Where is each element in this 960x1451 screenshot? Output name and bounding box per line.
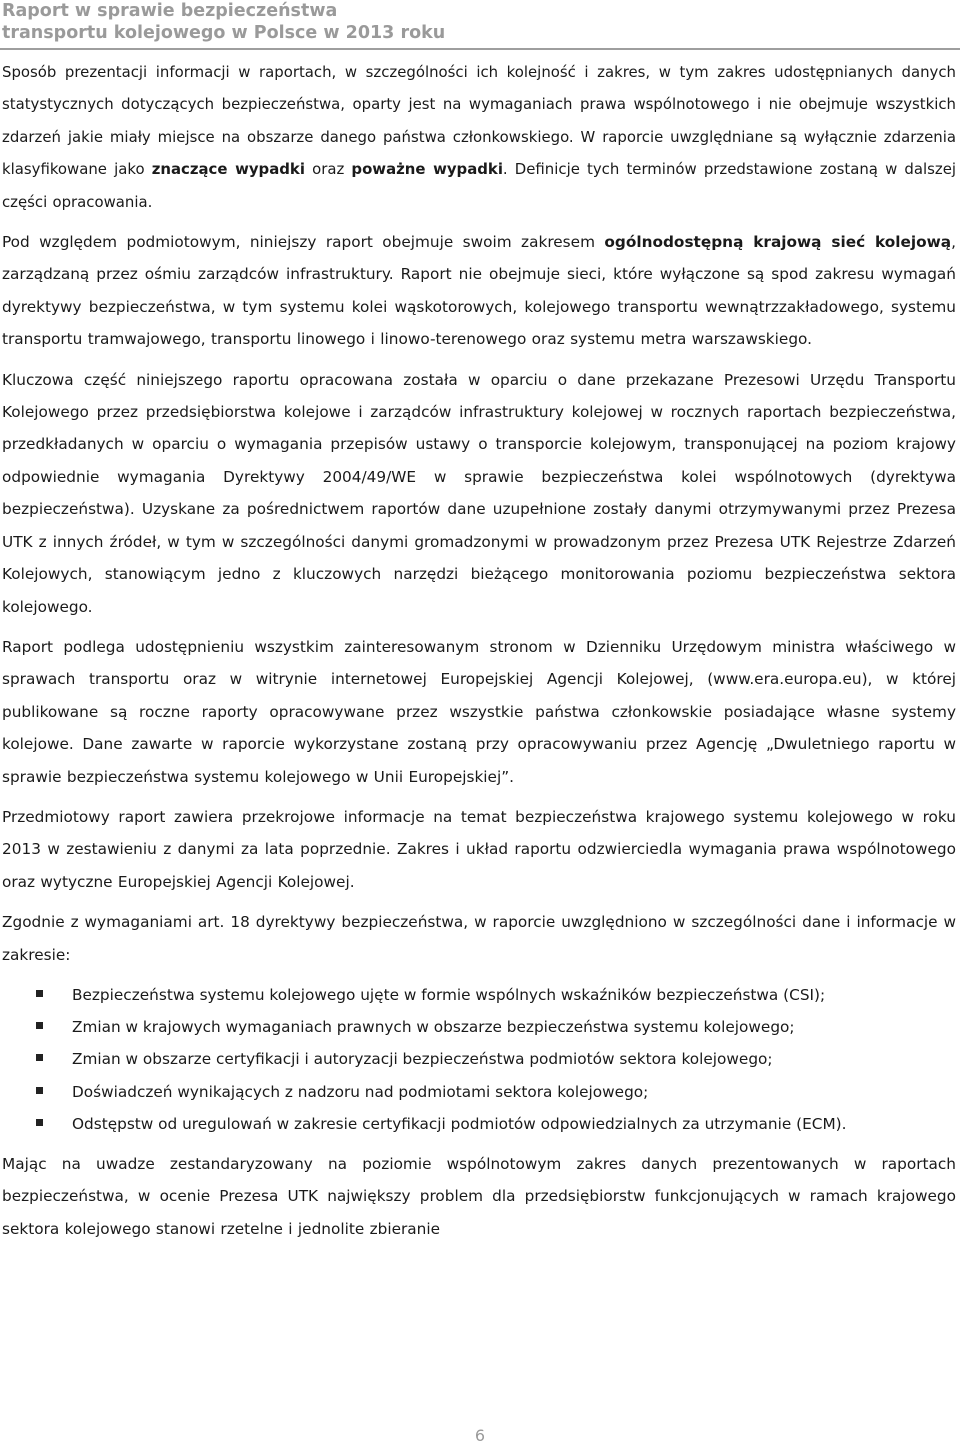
paragraph-publication: Raport podlega udostępnieniu wszystkim zainteresowanym stronom w Dzienniku Urzędowym ministra właściwego w sprawach transportu oraz w witrynie internetowej Europejskiej Agencji Kolejowej, (www.era.europa.eu), w której publikowane są roczne raporty opracowywane przez wszystkie państwa członkowskie posiadające własne systemy kolejowe. Dane zawarte w raporcie wykorzystane zostaną przy opracowywaniu przez Agencję „Dwuletniego raportu w sprawie bezpieczeństwa systemu kolejowego w Unii Europejskiej”. — [2, 637, 956, 786]
document-body — [2, 56, 956, 1253]
p2-text-1: Pod względem podmiotowym, niniejszy raport obejmuje swoim zakresem — [2, 233, 605, 252]
list-item-text: Bezpieczeństwa systemu kolejowego ujęte w formie wspólnych wskaźników bezpieczeństwa (CSI); — [72, 985, 826, 1004]
list-item-text: Zmian w obszarze certyfikacji i autoryzacji bezpieczeństwa podmiotów sektora kolejowego; — [72, 1050, 773, 1069]
square-bullet-icon — [36, 990, 43, 997]
square-bullet-icon — [36, 1022, 43, 1029]
scope-bullet-list — [2, 979, 956, 1140]
p2-text-2: , zarządzaną przez ośmiu zarządców infrastruktury. Raport nie obejmuje sieci, które wyłączone są spod zakresu wymagań dyrektywy bezpieczeństwa, w tym systemu kolei wąskotorowych, kolejowego transportu wewnątrzzakładowego, systemu transportu tramwajowego, transportu linowego i linowo-terenowego oraz systemu metra warszawskiego. — [2, 233, 956, 349]
paragraph-data-collection-problem: Mając na uwadze zestandaryzowany na poziomie wspólnotowym zakres danych prezentowanych w raportach bezpieczeństwa, w ocenie Prezesa UTK największy problem dla przedsiębiorstw funkcjonujących w ramach krajowego sektora kolejowego stanowi rzetelne i jednolite zbieranie — [2, 1154, 956, 1238]
paragraph-article-18: Zgodnie z wymaganiami art. 18 dyrektywy bezpieczeństwa, w raporcie uwzględniono w szczególności dane i informacje w zakresie: — [2, 913, 956, 964]
p1-text-3: . Definicje tych terminów przedstawione zostaną w dalszej części opracowania. — [2, 160, 956, 211]
list-item — [2, 1043, 956, 1075]
header-title-line-2: transportu kolejowego w Polsce w 2013 roku — [2, 23, 446, 43]
list-item-text: Odstępstw od uregulowań w zakresie certyfikacji podmiotów odpowiedzialnych za utrzymanie (ECM). — [72, 1114, 847, 1133]
p1-term-serious-accidents: poważne wypadki — [351, 160, 503, 179]
header-title-line-1: Raport w sprawie bezpieczeństwa — [2, 1, 338, 21]
p1-text-1: Sposób prezentacji informacji w raportach, w szczególności ich kolejność i zakres, w tym zakres udostępnianych danych statystycznych dotyczących bezpieczeństwa, oparty jest na wymaganiach prawa wspólnotowego i nie obejmuje wszystkich zdarzeń jakie miały miejsce na obszarze danego państwa członkowskiego. W raporcie uwzględniane są wyłącznie zdarzenia klasyfikowane jako — [2, 63, 956, 179]
square-bullet-icon — [36, 1054, 43, 1061]
paragraph-report-content: Przedmiotowy raport zawiera przekrojowe informacje na temat bezpieczeństwa krajowego systemu kolejowego w roku 2013 w zestawieniu z danymi za lata poprzednie. Zakres i układ raportu odzwierciedla wymagania prawa wspólnotowego oraz wytyczne Europejskiej Agencji Kolejowej. — [2, 807, 956, 891]
square-bullet-icon — [36, 1119, 43, 1126]
paragraph-subject-scope — [2, 226, 956, 356]
p1-text-2: oraz — [304, 160, 352, 179]
list-item-text: Doświadczeń wynikających z nadzoru nad podmiotami sektora kolejowego; — [72, 1082, 649, 1101]
list-item — [2, 1011, 956, 1043]
paragraph-presentation-scope — [2, 56, 956, 218]
list-item — [2, 1108, 956, 1140]
list-item — [2, 1076, 956, 1108]
page-number: 6 — [474, 1426, 486, 1445]
square-bullet-icon — [36, 1087, 43, 1094]
p1-term-significant-accidents: znaczące wypadki — [151, 160, 305, 179]
p2-term-national-network: ogólnodostępną krajową sieć kolejową — [604, 233, 952, 252]
header-divider — [0, 48, 960, 50]
list-item — [2, 979, 956, 1011]
list-item-text: Zmian w krajowych wymaganiach prawnych w obszarze bezpieczeństwa systemu kolejowego; — [72, 1018, 795, 1037]
page-header — [0, 0, 960, 50]
paragraph-data-sources: Kluczowa część niniejszego raportu opracowana została w oparciu o dane przekazane Prezesowi Urzędu Transportu Kolejowego przez przedsiębiorstwa kolejowe i zarządców infrastruktury kolejowej w rocznych raportach bezpieczeństwa, przedkładanych w oparciu o wymagania przepisów ustawy o transporcie kolejowym, transponującej na poziom krajowy odpowiednie wymagania Dyrektywy 2004/49/WE w sprawie bezpieczeństwa kolei wspólnotowych (dyrektywa bezpieczeństwa). Uzyskane za pośrednictwem raportów dane uzupełnione zostały danymi otrzymywanymi przez Prezesa UTK z innych źródeł, w tym w szczególności danymi gromadzonymi w prowadzonym przez Prezesa UTK Rejestrze Zdarzeń Kolejowych, stanowiącym jedno z kluczowych narzędzi bieżącego monitorowania poziomu bezpieczeństwa sektora kolejowego. — [2, 370, 956, 616]
